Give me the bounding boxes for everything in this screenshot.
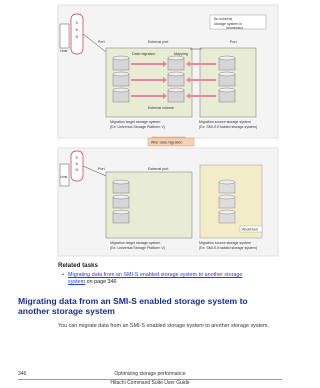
- volume-group-right: [219, 180, 235, 223]
- section-heading: Migrating data from an SMI-S enabled storage system to another storage system: [18, 296, 248, 316]
- mapping-label: Mapping: [174, 52, 188, 56]
- target-caption-2: (Ex: Universal Storage Platform V): [110, 246, 165, 250]
- port-left-label: Port: [98, 40, 105, 44]
- source-caption-2: (Ex: SMI-S Enabled storage system): [199, 246, 258, 250]
- source-caption-1: Migration source storage system: [199, 241, 251, 245]
- related-task-link-continued[interactable]: system: [68, 279, 86, 285]
- host-label: Host: [60, 175, 68, 179]
- target-caption-1: Migration target storage system: [110, 120, 161, 124]
- svg-text:A: A: [75, 162, 78, 166]
- target-caption-1: Migration target storage system: [110, 241, 161, 245]
- external-port-label: External port: [148, 40, 169, 44]
- source-caption-2: (Ex: SMI-S Enabled storage system): [199, 125, 258, 129]
- abolished-label: Abolished: [242, 227, 258, 232]
- related-tasks-heading: Related tasks: [58, 262, 98, 269]
- external-volume-label: External volume: [148, 106, 174, 110]
- svg-text:N: N: [75, 168, 79, 172]
- data-migration-label: Data migration: [132, 52, 156, 56]
- after-migration-label: After data migration: [151, 140, 183, 145]
- port-right-label: Port: [230, 40, 237, 44]
- svg-text:storage system is: storage system is: [214, 22, 242, 26]
- footer-chapter-title: Optimizing storage performance: [114, 371, 186, 377]
- callout-external: An external: [214, 17, 233, 21]
- target-caption-2: (Ex: Universal Storage Platform V): [110, 125, 165, 129]
- bullet-icon: •: [62, 272, 64, 278]
- footer-page-number: 346: [18, 371, 27, 377]
- san-label: S: [75, 21, 78, 25]
- svg-text:connected.: connected.: [226, 26, 244, 30]
- svg-text:N: N: [75, 35, 79, 39]
- svg-text:S: S: [75, 156, 78, 160]
- svg-text:A: A: [75, 28, 78, 32]
- footer-guide-title: Hitachi Command Suite User Guide: [110, 380, 190, 386]
- source-caption-1: Migration source storage system: [199, 120, 251, 124]
- volume-group-left: [113, 180, 129, 223]
- related-task-suffix: on page 346: [85, 279, 117, 285]
- external-port-label: External port: [148, 167, 169, 171]
- related-task-link[interactable]: Migrating data from an SMI-S enabled storage system to another storage: [68, 272, 243, 278]
- body-paragraph: You can migrate data from an SMI-S enabled storage system to another storage system.: [58, 323, 270, 329]
- port-left-label: Port: [98, 167, 105, 171]
- host-label: Host: [60, 49, 68, 53]
